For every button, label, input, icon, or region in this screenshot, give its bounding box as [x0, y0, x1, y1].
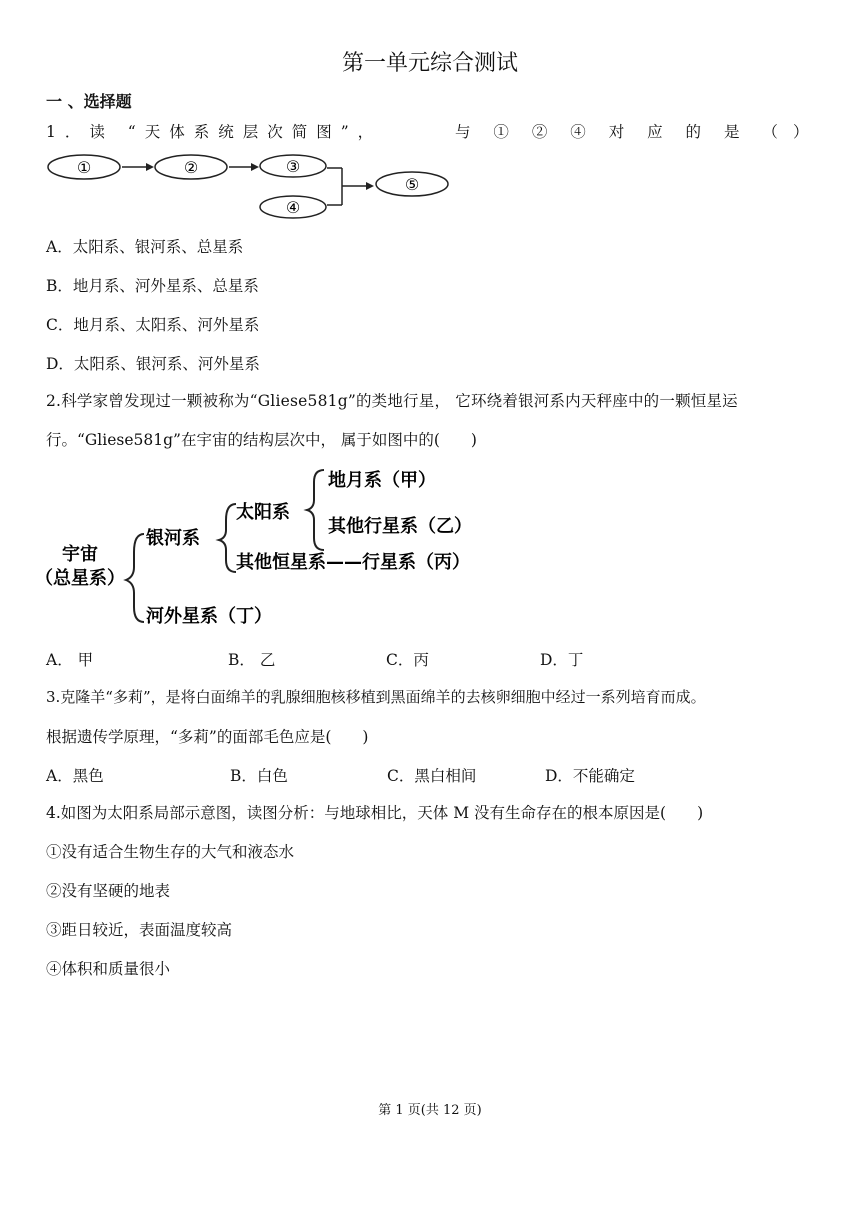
q4-item-3: ③距日较近，表面温度较高 — [46, 921, 233, 939]
q1-stem-left-text: 1．读 “天体系统层次简图”， — [46, 123, 383, 141]
node-4-label: ④ — [285, 198, 301, 217]
node-3-label: ③ — [285, 157, 301, 176]
node-2-label: ② — [183, 158, 199, 177]
q3-stem-line1: 3.克隆羊“多莉”，是将白面绵羊的乳腺细胞核移植到黑面绵羊的去核卵细胞中经过一系列培育而成。 — [46, 688, 706, 706]
q2-stem-line1: 2.科学家曾发现过一颗被称为“Gliese581g”的类地行星， 它环绕着银河系内天秤座中的一颗恒星运 — [46, 392, 738, 410]
section-heading: 一 、选择题 — [46, 92, 132, 111]
node-5-label: ⑤ — [404, 175, 420, 194]
q2-stem-line2: 行。“Gliese581g”在宇宙的结构层次中， 属于如图中的( ) — [46, 431, 477, 449]
tree-other-planets: 其他行星系（乙） — [328, 516, 472, 537]
tree-root-universe: 宇宙 — [62, 544, 98, 565]
tree-earth-moon: 地月系（甲） — [328, 470, 436, 491]
tree-extragalactic: 河外星系（丁） — [146, 606, 272, 627]
q2-option-b: B． 乙 — [228, 651, 276, 669]
q2-universe-tree — [35, 462, 506, 632]
page-title: 第一单元综合测试 — [341, 51, 518, 76]
q1-paren-close: ） — [793, 123, 809, 141]
q1-stem-right-text: 与 ① ② ④ 对 应 的 是 （ — [455, 123, 787, 141]
q1-option-b: B．地月系、河外星系、总星系 — [46, 277, 259, 295]
q2-option-c: C．丙 — [386, 651, 429, 669]
q4-stem: 4.如图为太阳系局部示意图，读图分析：与地球相比，天体 M 没有生命存在的根本原因是( ) — [46, 804, 704, 822]
q3-option-c: C．黑白相间 — [387, 767, 477, 785]
q4-item-4: ④体积和质量很小 — [46, 960, 171, 978]
node-1-label: ① — [76, 158, 92, 177]
page-footer: 第 1 页(共 12 页) — [378, 1103, 482, 1118]
q3-option-b: B．白色 — [230, 767, 288, 785]
q2-option-a: A． 甲 — [46, 651, 94, 669]
q3-option-a: A．黑色 — [46, 767, 104, 785]
q4-item-1: ①没有适合生物生存的大气和液态水 — [46, 843, 295, 861]
q1-system-diagram — [46, 150, 456, 225]
q1-stem-left — [46, 120, 382, 142]
q3-stem-line2: 根据遗传学原理，“多莉”的面部毛色应是( ) — [46, 728, 369, 746]
q3-option-d: D．不能确定 — [545, 767, 635, 785]
q1-option-a: A．太阳系、银河系、总星系 — [46, 238, 244, 256]
tree-root-total-galaxy: （总星系） — [35, 568, 125, 589]
q1-option-c: C．地月系、太阳系、河外星系 — [46, 316, 260, 334]
q4-item-2: ②没有坚硬的地表 — [46, 882, 171, 900]
q1-stem-right — [455, 120, 787, 142]
q2-option-d: D．丁 — [540, 651, 584, 669]
tree-solar-system: 太阳系 — [236, 502, 290, 523]
tree-milky-way: 银河系 — [146, 528, 200, 549]
tree-other-stars: 其他恒星系——行星系（丙） — [236, 552, 470, 573]
q1-option-d: D．太阳系、银河系、河外星系 — [46, 355, 260, 373]
